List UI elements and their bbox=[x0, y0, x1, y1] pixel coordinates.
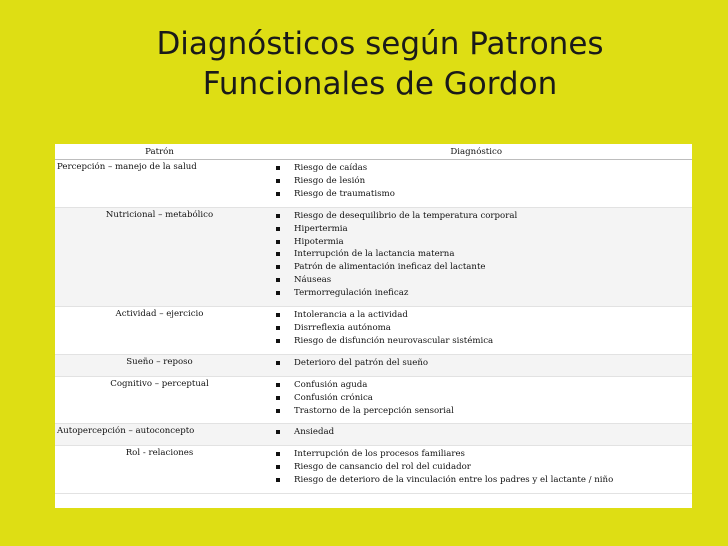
square-bullet-icon bbox=[276, 396, 280, 400]
patron-cell: Autopercepción – autoconcepto bbox=[55, 424, 264, 446]
diagnostico-text: Disrreflexia autónoma bbox=[294, 322, 391, 333]
square-bullet-icon bbox=[276, 252, 280, 256]
diagnostico-text: Confusión crónica bbox=[294, 392, 373, 403]
diagnosticos-cell bbox=[264, 160, 692, 208]
list-item bbox=[264, 461, 692, 474]
list-item bbox=[264, 287, 692, 300]
diagnostico-text: Patrón de alimentación ineficaz del lactante bbox=[294, 262, 486, 273]
patron-cell: Percepción – manejo de la salud bbox=[55, 160, 264, 208]
diagnostico-text: Termorregulación ineficaz bbox=[294, 288, 409, 299]
square-bullet-icon bbox=[276, 430, 280, 434]
diagnostico-text: Deterioro del patrón del sueño bbox=[294, 357, 429, 368]
diagnosticos-list bbox=[264, 377, 692, 424]
table-row bbox=[55, 376, 692, 424]
diagnosticos-cell bbox=[264, 354, 692, 376]
diagnostico-text: Hipertermia bbox=[294, 223, 348, 234]
list-item bbox=[264, 448, 692, 461]
table-header-row bbox=[55, 144, 692, 160]
diagnostico-text: Confusión aguda bbox=[294, 379, 368, 390]
diagnostico-text: Riesgo de desequilibrio de la temperatura corporal bbox=[294, 210, 518, 221]
diagnosticos-list bbox=[264, 160, 692, 207]
diagnosticos-list bbox=[264, 424, 692, 445]
list-item bbox=[264, 357, 692, 370]
diagnosticos-cell bbox=[264, 446, 692, 494]
diagnostico-text: Riesgo de caídas bbox=[294, 163, 368, 173]
list-item bbox=[264, 175, 692, 188]
square-bullet-icon bbox=[276, 465, 280, 469]
patron-cell: Sueño – reposo bbox=[55, 354, 264, 376]
diagnostico-text: Riesgo de disfunción neurovascular sistémica bbox=[294, 335, 494, 346]
square-bullet-icon bbox=[276, 179, 280, 183]
diagnosticos-cell bbox=[264, 376, 692, 424]
table-row bbox=[55, 160, 692, 208]
list-item bbox=[264, 392, 692, 405]
list-item bbox=[264, 335, 692, 348]
patron-cell: Rol - relaciones bbox=[55, 446, 264, 494]
diagnosticos-list bbox=[264, 446, 692, 493]
table-body bbox=[55, 160, 692, 494]
diagnosticos-list bbox=[264, 307, 692, 354]
slide-title bbox=[40, 24, 720, 104]
square-bullet-icon bbox=[276, 339, 280, 343]
table-row bbox=[55, 446, 692, 494]
diagnostico-text: Náuseas bbox=[294, 275, 332, 286]
table-row bbox=[55, 424, 692, 446]
header-diagnostico: Diagnóstico bbox=[264, 144, 692, 160]
square-bullet-icon bbox=[276, 313, 280, 317]
square-bullet-icon bbox=[276, 452, 280, 456]
square-bullet-icon bbox=[276, 214, 280, 218]
list-item bbox=[264, 474, 692, 487]
diagnosticos-cell bbox=[264, 307, 692, 355]
square-bullet-icon bbox=[276, 192, 280, 196]
table-row bbox=[55, 354, 692, 376]
diagnosis-table-container bbox=[55, 144, 692, 508]
square-bullet-icon bbox=[276, 291, 280, 295]
diagnostico-text: Interrupción de la lactancia materna bbox=[294, 249, 455, 260]
header-patron: Patrón bbox=[55, 144, 264, 160]
list-item bbox=[264, 210, 692, 223]
square-bullet-icon bbox=[276, 240, 280, 244]
square-bullet-icon bbox=[276, 409, 280, 413]
list-item bbox=[264, 188, 692, 201]
diagnostico-text: Riesgo de deterioro de la vinculación entre los padres y el lactante / niño bbox=[294, 475, 614, 486]
diagnosis-table bbox=[55, 144, 692, 494]
list-item bbox=[264, 379, 692, 392]
diagnostico-text: Trastorno de la percepción sensorial bbox=[294, 405, 454, 416]
square-bullet-icon bbox=[276, 478, 280, 482]
square-bullet-icon bbox=[276, 383, 280, 387]
patron-cell: Cognitivo – perceptual bbox=[55, 376, 264, 424]
title-line-1: Diagnósticos según Patrones bbox=[156, 26, 604, 62]
diagnostico-text: Riesgo de cansancio del rol del cuidador bbox=[294, 462, 471, 473]
list-item bbox=[264, 322, 692, 335]
list-item bbox=[264, 162, 692, 175]
diagnosticos-cell bbox=[264, 207, 692, 306]
list-item bbox=[264, 236, 692, 249]
diagnostico-text: Ansiedad bbox=[294, 427, 335, 438]
diagnostico-text: Interrupción de los procesos familiares bbox=[294, 449, 465, 460]
list-item bbox=[264, 261, 692, 274]
square-bullet-icon bbox=[276, 326, 280, 330]
list-item bbox=[264, 426, 692, 439]
square-bullet-icon bbox=[276, 361, 280, 365]
square-bullet-icon bbox=[276, 265, 280, 269]
square-bullet-icon bbox=[276, 227, 280, 231]
list-item bbox=[264, 309, 692, 322]
square-bullet-icon bbox=[276, 278, 280, 282]
diagnostico-text: Intolerancia a la actividad bbox=[294, 310, 408, 321]
diagnostico-text: Riesgo de traumatismo bbox=[294, 188, 395, 199]
diagnosticos-list bbox=[264, 355, 692, 376]
list-item bbox=[264, 248, 692, 261]
diagnostico-text: Riesgo de lesión bbox=[294, 175, 366, 186]
table-row bbox=[55, 307, 692, 355]
list-item bbox=[264, 274, 692, 287]
square-bullet-icon bbox=[276, 166, 280, 170]
list-item bbox=[264, 223, 692, 236]
title-line-2: Funcionales de Gordon bbox=[202, 66, 558, 102]
patron-cell: Actividad – ejercicio bbox=[55, 307, 264, 355]
diagnostico-text: Hipotermia bbox=[294, 236, 344, 247]
diagnosticos-cell bbox=[264, 424, 692, 446]
table-row bbox=[55, 207, 692, 306]
patron-cell: Nutricional – metabólico bbox=[55, 207, 264, 306]
diagnosticos-list bbox=[264, 208, 692, 306]
list-item bbox=[264, 405, 692, 418]
